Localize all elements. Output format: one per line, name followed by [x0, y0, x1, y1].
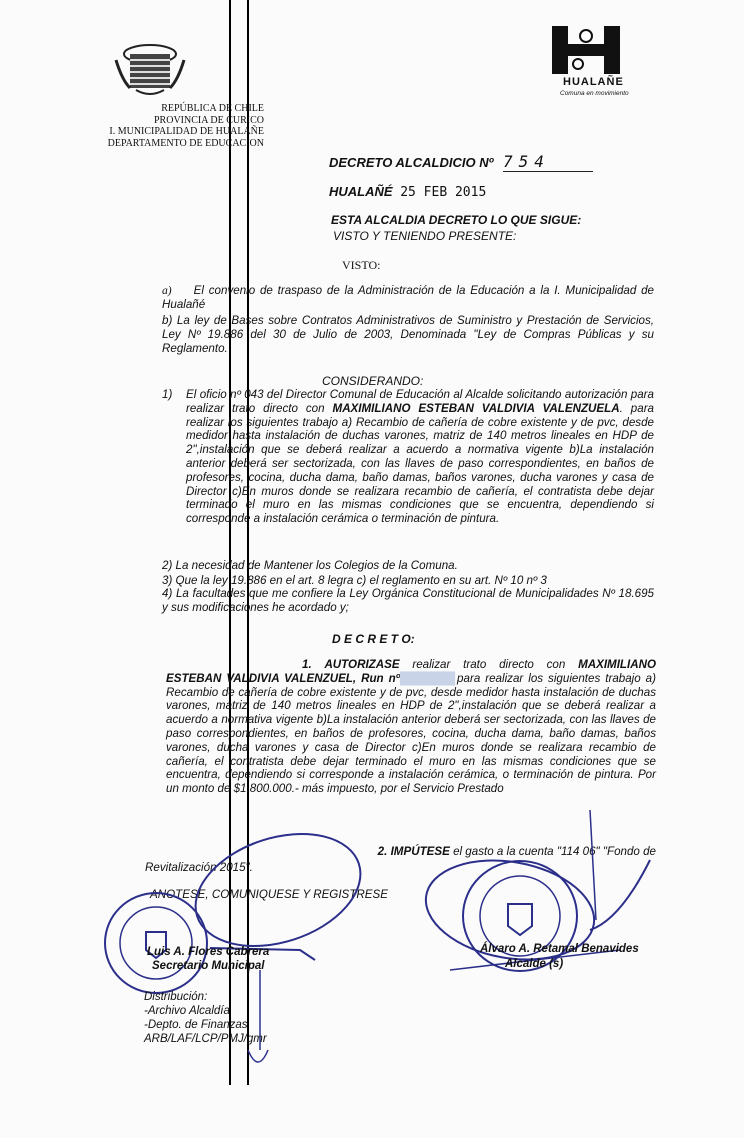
considerando-item-1: [186, 388, 654, 526]
considerando-contractor-name: MAXIMILIANO ESTEBAN VALDIVIA VALENZUELA: [332, 401, 620, 415]
header-line-republic: REPÚBLICA DE CHILE: [161, 103, 264, 114]
closing-formula: ANOTESE, COMUNIQUESE Y REGISTRESE: [150, 888, 388, 901]
decree-place: HUALAÑÉ: [329, 184, 393, 199]
secretary-title: Secretario Municipal: [152, 960, 265, 972]
date-stamp: 25 FEB 2015: [400, 185, 487, 200]
header-line-province: PROVINCIA DE CURICO: [153, 114, 264, 126]
municipal-seal-logo: [108, 40, 192, 100]
article-1-contractor-name: MAXIMILIANO ESTEBAN VALDIVIA VALENZUEL, Run nº: [166, 658, 656, 685]
article-2-keyword: IMPÚTESE: [390, 845, 450, 858]
considerando-item-1-pre: El oficio nº 043 del Director Comunal de Educación al Alcalde solicitando autorización para realizar trato directo con: [186, 388, 654, 415]
distribution-block: [144, 990, 267, 1046]
considerando-item-4: 4) La facultades que me confiere la Ley Orgánica Constitucional de Municipalidades Nº 18.695 y sus modificaciones he acordado y;: [162, 587, 654, 614]
visto-heading: VISTO:: [342, 258, 381, 272]
decree-intro-2: VISTO Y TENIENDO PRESENTE:: [333, 229, 517, 243]
article-1-number: 1.: [302, 658, 312, 671]
article-1-keyword: AUTORIZASE: [324, 658, 400, 671]
distribution-heading: Distribución:: [144, 991, 208, 1003]
decree-intro-1: ESTA ALCALDIA DECRETO LO QUE SIGUE:: [331, 213, 582, 227]
mayor-title: Alcalde (s): [505, 958, 564, 970]
distribution-line-1: -Archivo Alcaldía: [144, 1005, 230, 1017]
considerando-item-3: 3) Que la ley 19.886 en el art. 8 legra c) el reglamento en su art. Nº 10 nº 3: [162, 574, 547, 587]
article-1-pre: realizar trato directo con: [399, 658, 579, 671]
visto-a-text: El convenio de traspaso de la Administración de la Educación a la I. Municipalidad de Hualañé: [162, 284, 654, 311]
distribution-line-2: -Depto. de Finanzas: [144, 1019, 248, 1031]
visto-item-a: [162, 284, 654, 312]
considerando-item-1-label: 1): [162, 388, 173, 401]
hualane-tagline: Comuna en movimiento: [560, 90, 629, 97]
considerando-item-1-post: . para realizar los siguientes trabajo a) Recambio de cañería de cobre existente y de pvc, desde medidor hasta instalación de duchas varones, matriz de 140 metros lineales en HDP de 2",instalación que se deberá realizar a acuerdo a normativa vigente b)La instalación anterior deberá ser sectorizada, con las llaves de paso correspondientes, en baños de profesores, cocina, ducha dama, baño damas, baños varones, ducha varones y casa de Director c)En muros donde se realizara recambio de cañería, el contratista debe dejar terminado el muro en las mismas condiciones que se encuentra, dependiendo si corresponde a instalación cerámica o terminación de pintura.: [186, 401, 655, 526]
decree-title-text: DECRETO ALCALDICIO Nº: [329, 155, 494, 170]
decree-place-date: [329, 184, 486, 200]
considerando-heading: CONSIDERANDO:: [322, 374, 424, 388]
hualane-logo: [548, 26, 624, 74]
considerando-item-2: 2) La necesidad de Mantener los Colegios de la Comuna.: [162, 559, 458, 572]
header-block: [44, 103, 264, 149]
article-2-text: el gasto a la cuenta "114 06" "Fondo de: [449, 845, 656, 858]
decree-number: 754: [503, 152, 593, 172]
decree-title: [329, 152, 593, 172]
mayor-name: Álvaro A. Retamal Benavides: [480, 943, 639, 955]
distribution-initials: ARB/LAF/LCP/PMJ/gmr: [144, 1033, 267, 1045]
visto-a-label: a): [162, 284, 172, 297]
header-line-municipality: I. MUNICIPALIDAD DE HUALAÑE: [109, 126, 264, 137]
header-line-department: DEPARTAMENTO DE EDUCACION: [107, 137, 264, 149]
hualane-name: HUALAÑE: [563, 76, 624, 88]
run-number-redacted: ██████████: [399, 671, 453, 685]
secretary-name: Luis A. Flores Cabrera: [147, 946, 270, 958]
article-1-text: para realizar los siguientes trabajo a) Recambio de cañería de cobre existente y de pvc, desde medidor hasta instalación de duchas varones, matriz de 140 metros lineales en HDP de 2",instalación que se deberá realizar a acuerdo a normativa vigente b)La instalación anterior deberá ser sectorizada, con las llaves de paso correspondientes, en baños de profesores, cocina, ducha dama, baño damas, baños varones, ducha varones y casa de Director c)En muros donde se realizara recambio de cañería, el contratista debe dejar terminado el muro en las mismas condiciones que se encuentra, dependiendo si corresponde a instalación cerámica, o terminación de pintura. Por un monto de $1.800.000.- más impuesto, por el Servicio Prestado: [166, 671, 656, 796]
article-2-number: 2.: [377, 845, 388, 858]
decreto-article-2-cont: Revitalización 2015".: [145, 861, 253, 874]
visto-item-b: b) La ley de Bases sobre Contratos Administrativos de Suministro y Prestación de Servicios, Ley Nº 19.886 del 30 de Julio de 2003, Denominada "Ley de Compras Públicas y su Reglamento.: [162, 314, 654, 355]
decreto-article-1: [166, 658, 656, 796]
decreto-heading: D E C R E T O:: [332, 632, 415, 646]
